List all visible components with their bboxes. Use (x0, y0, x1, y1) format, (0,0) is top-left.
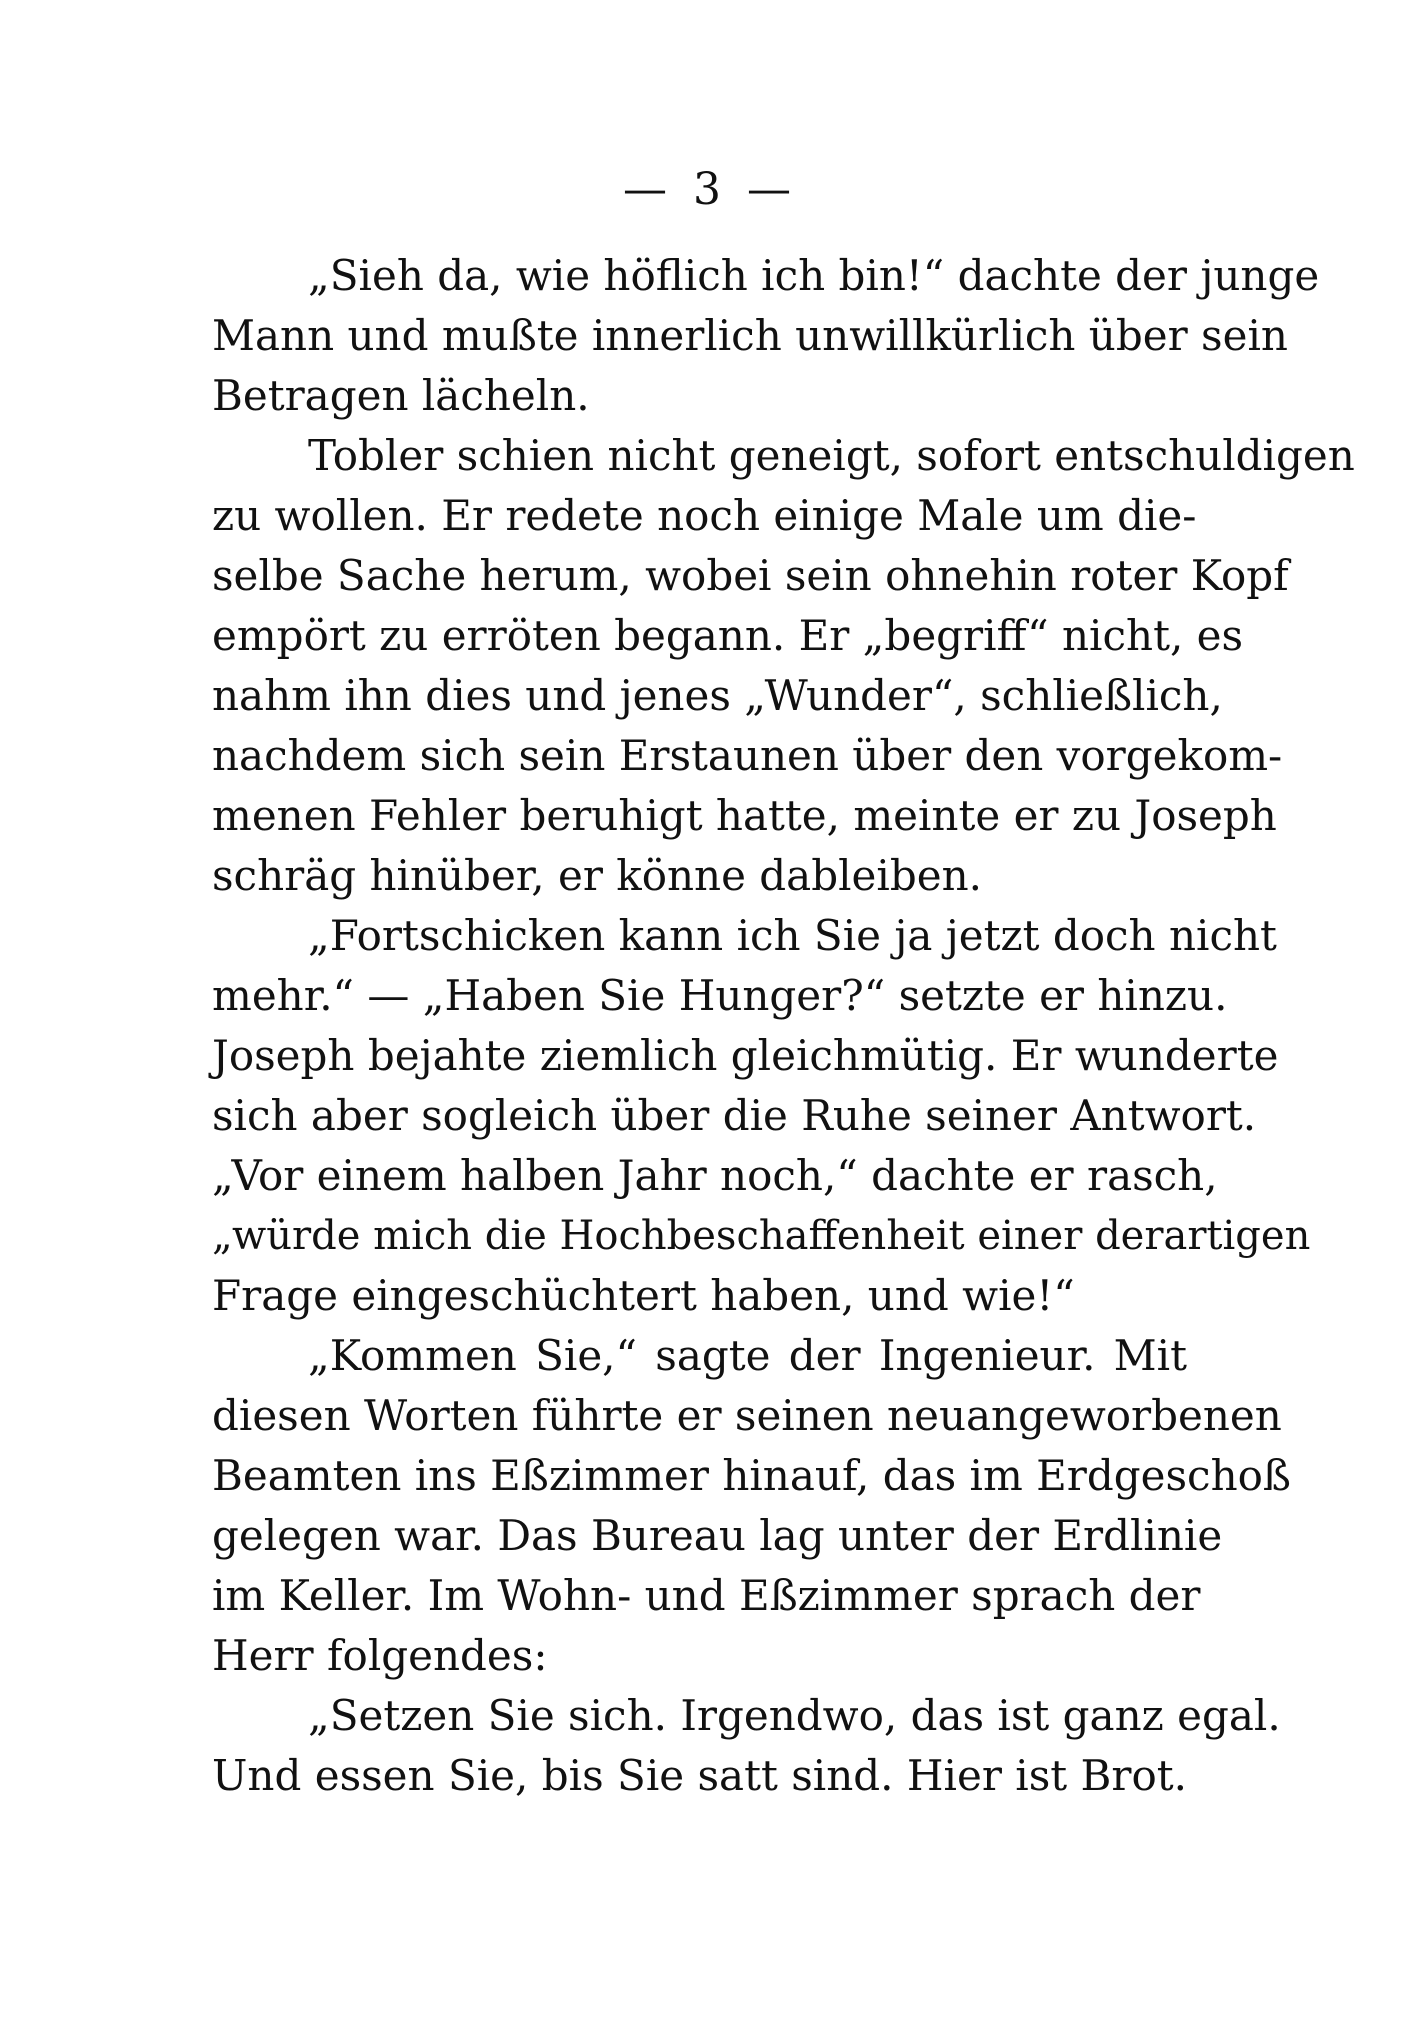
text-line: Frage eingeschüchtert haben, und wie!“ (212, 1271, 1075, 1320)
text-line: Beamten ins Eßzimmer hinauf, das im Erdgeschoß (212, 1451, 1291, 1500)
text-line: „Fortschicken kann ich Sie ja jetzt doch nicht (308, 911, 1277, 960)
text-line: Herr folgendes: (212, 1631, 548, 1680)
text-line: Betragen lächeln. (212, 371, 590, 420)
text-line: „Sieh da, wie höflich ich bin!“ dachte der junge (308, 251, 1320, 300)
text-line: Mann und mußte innerlich unwillkürlich über sein (212, 311, 1288, 360)
body-text (212, 246, 1355, 1806)
text-line: selbe Sache herum, wobei sein ohnehin roter Kopf (212, 551, 1289, 600)
text-line: im Keller. Im Wohn- und Eßzimmer sprach der (212, 1571, 1201, 1620)
text-line: „würde mich die Hochbeschaffenheit einer derartigen (212, 1213, 1311, 1259)
text-line: „Setzen Sie sich. Irgendwo, das ist ganz egal. (308, 1691, 1281, 1740)
text-line: mehr.“ — „Haben Sie Hunger?“ setzte er hinzu. (212, 971, 1228, 1020)
text-line: nahm ihn dies und jenes „Wunder“, schließlich, (212, 671, 1223, 720)
text-line: Tobler schien nicht geneigt, sofort entschuldigen (308, 431, 1355, 480)
text-line: empört zu erröten begann. Er „begriff“ nicht, es (212, 611, 1244, 660)
text-line: „Vor einem halben Jahr noch,“ dachte er rasch, (212, 1151, 1218, 1200)
text-line: nachdem sich sein Erstaunen über den vorgekom- (212, 731, 1283, 780)
text-line: Joseph bejahte ziemlich gleichmütig. Er wunderte (212, 1031, 1279, 1080)
text-line: menen Fehler beruhigt hatte, meinte er zu Joseph (212, 791, 1277, 840)
text-line: sich aber sogleich über die Ruhe seiner Antwort. (212, 1091, 1257, 1140)
text-line: diesen Worten führte er seinen neuangeworbenen (212, 1391, 1282, 1440)
text-line: schräg hinüber, er könne dableiben. (212, 851, 982, 900)
text-line: Und essen Sie, bis Sie satt sind. Hier ist Brot. (212, 1751, 1187, 1800)
text-line: „Kommen Sie,“ sagte der Ingenieur. Mit (308, 1331, 1187, 1380)
page-number: — 3 — (623, 164, 797, 215)
text-line: zu wollen. Er redete noch einige Male um die- (212, 491, 1197, 540)
text-line: gelegen war. Das Bureau lag unter der Erdlinie (212, 1511, 1223, 1560)
